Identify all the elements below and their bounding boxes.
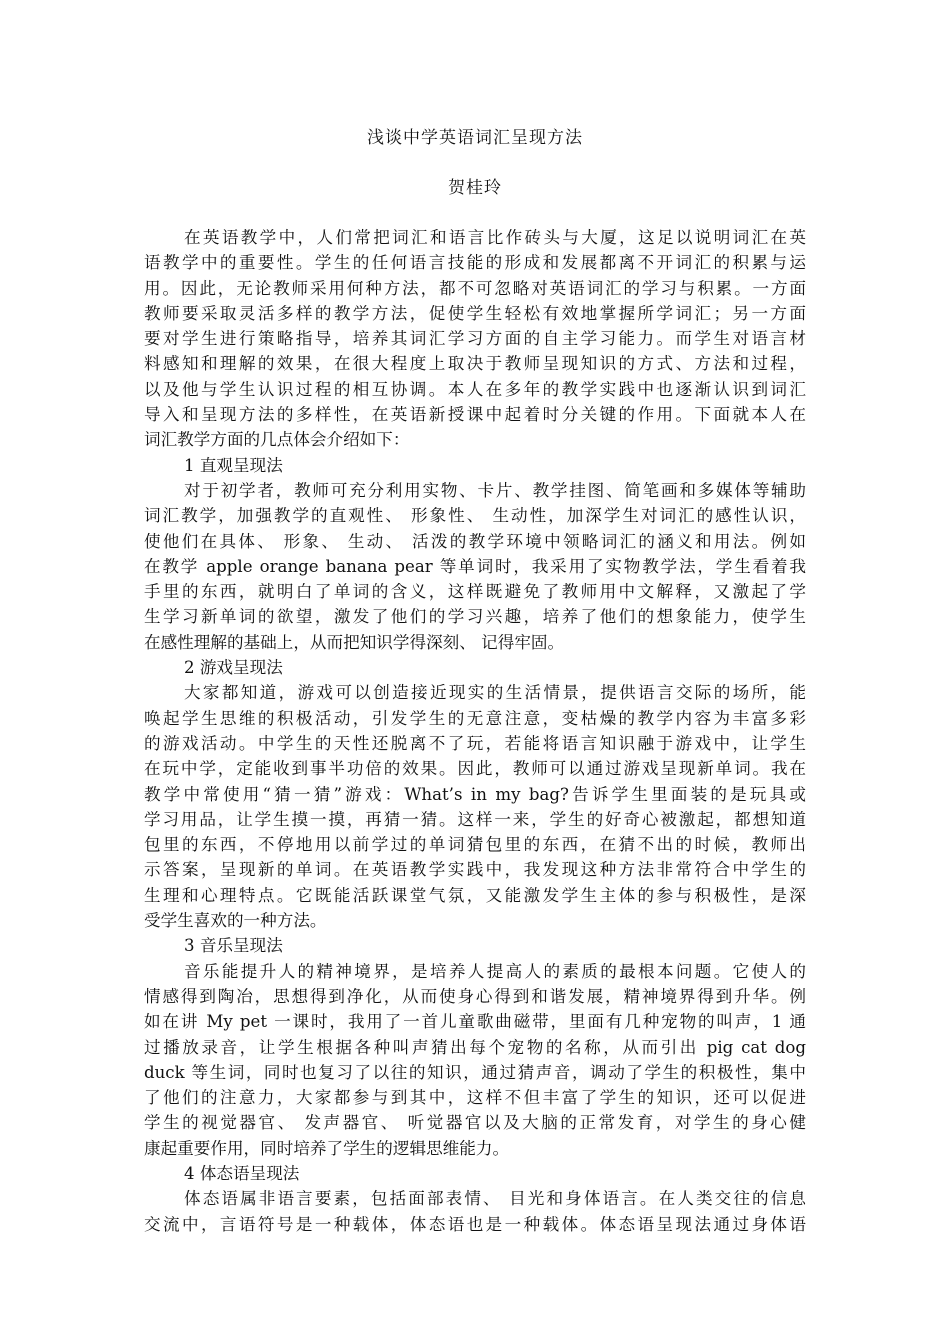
- document-author: 贺桂玲: [448, 178, 502, 198]
- body-line: 料感知和理解的效果，在很大程度上取决于教师呈现知识的方式、方法和过程，: [144, 354, 806, 374]
- body-line: 情感得到陶冶，思想得到净化，从而使身心得到和谐发展，精神境界得到升华。例: [144, 986, 806, 1006]
- document-body: [144, 225, 806, 1237]
- section-heading: 3 音乐呈现法: [184, 936, 283, 956]
- body-line: 示答案，呈现新的单词。在英语教学实践中，我发现这种方法非常符合中学生的: [144, 860, 806, 880]
- body-line: 对于初学者，教师可充分利用实物、卡片、教学挂图、简笔画和多媒体等辅助: [184, 480, 806, 500]
- document-title: 浅谈中学英语词汇呈现方法: [367, 128, 583, 148]
- body-line: 在玩中学，定能收到事半功倍的效果。因此，教师可以通过游戏呈现新单词。我在: [144, 759, 806, 779]
- body-line: 受学生喜欢的一种方法。: [144, 911, 327, 931]
- section-heading: 2 游戏呈现法: [184, 658, 283, 678]
- body-line: 以及他与学生认识过程的相互协调。本人在多年的教学实践中也逐渐认识到词汇: [144, 379, 806, 399]
- section-heading: 1 直观呈现法: [184, 455, 283, 475]
- body-line: 体态语属非语言要素，包括面部表情、 目光和身体语言。在人类交往的信息: [184, 1189, 806, 1209]
- body-line: 在英语教学中，人们常把词汇和语言比作砖头与大厦，这足以说明词汇在英: [184, 228, 806, 247]
- body-line: 交流中，言语符号是一种载体，体态语也是一种载体。体态语呈现法通过身体语: [144, 1214, 806, 1234]
- body-line: 要对学生进行策略指导，培养其词汇学习方面的自主学习能力。而学生对语言材: [144, 329, 806, 349]
- body-line: 教师要采取灵活多样的教学方法，促使学生轻松有效地掌握所学词汇；另一方面: [144, 303, 806, 323]
- body-line: 康起重要作用，同时培养了学生的逻辑思维能力。: [144, 1138, 510, 1158]
- body-line: 生理和心理特点。它既能活跃课堂气氛，又能激发学生主体的参与积极性，是深: [144, 885, 806, 905]
- body-line: 大家都知道，游戏可以创造接近现实的生活情景，提供语言交际的场所，能: [184, 683, 806, 703]
- body-line: 使他们在具体、 形象、 生动、 活泼的教学环境中领略词汇的涵义和用法。例如: [144, 531, 806, 551]
- body-line: 生学习新单词的欲望，激发了他们的学习兴趣，培养了他们的想象能力，使学生: [144, 607, 806, 627]
- body-line: 如在讲 My pet 一课时，我用了一首儿童歌曲磁带，里面有几种宠物的叫声，1 通: [144, 1012, 806, 1032]
- body-line: 过播放录音，让学生根据各种叫声猜出每个宠物的名称，从而引出 pig cat dog: [144, 1037, 806, 1057]
- body-line: 音乐能提升人的精神境界，是培养人提高人的素质的最根本问题。它使人的: [184, 961, 806, 981]
- body-line: 包里的东西，不停地用以前学过的单词猜包里的东西，在猜不出的时候，教师出: [144, 835, 806, 855]
- body-line: 唤起学生思维的积极活动，引发学生的无意注意，变枯燥的教学内容为丰富多彩: [144, 708, 806, 728]
- section-heading: 4 体态语呈现法: [184, 1163, 300, 1183]
- body-line: 语教学中的重要性。学生的任何语言技能的形成和发展都离不开词汇的积累与运: [144, 253, 806, 273]
- body-line: 在感性理解的基础上，从而把知识学得深刻、 记得牢固。: [144, 632, 565, 652]
- body-line: 学习用品，让学生摸一摸，再猜一猜。这样一来，学生的好奇心被激起，都想知道: [144, 809, 806, 829]
- body-line: 在教学 apple orange banana pear 等单词时，我采用了实物教学法，学生看着我: [144, 556, 806, 576]
- body-line: 词汇教学，加强教学的直观性、 形象性、 生动性，加深学生对词汇的感性认识，: [144, 506, 806, 526]
- body-line: 用。因此，无论教师采用何种方法，都不可忽略对英语词汇的学习与积累。一方面: [144, 278, 806, 298]
- body-line: 词汇教学方面的几点体会介绍如下：: [144, 430, 410, 450]
- body-line: 教学中常使用“猜一猜”游戏：What’s in my bag?告诉学生里面装的是玩具或: [144, 784, 806, 804]
- body-line: 的游戏活动。中学生的天性还脱离不了玩，若能将语言知识融于游戏中，让学生: [144, 733, 806, 753]
- body-line: 手里的东西，就明白了单词的含义，这样既避免了教师用中文解释，又激起了学: [144, 582, 806, 602]
- body-line: 学生的视觉器官、 发声器官、 听觉器官以及大脑的正常发育，对学生的身心健: [144, 1113, 806, 1133]
- body-line: duck 等生词，同时也复习了以往的知识，通过猜声音，调动了学生的积极性，集中: [144, 1062, 806, 1082]
- body-line: 导入和呈现方法的多样性，在英语新授课中起着时分关键的作用。下面就本人在: [144, 405, 806, 425]
- body-line: 了他们的注意力，大家都参与到其中，这样不但丰富了学生的知识，还可以促进: [144, 1088, 806, 1108]
